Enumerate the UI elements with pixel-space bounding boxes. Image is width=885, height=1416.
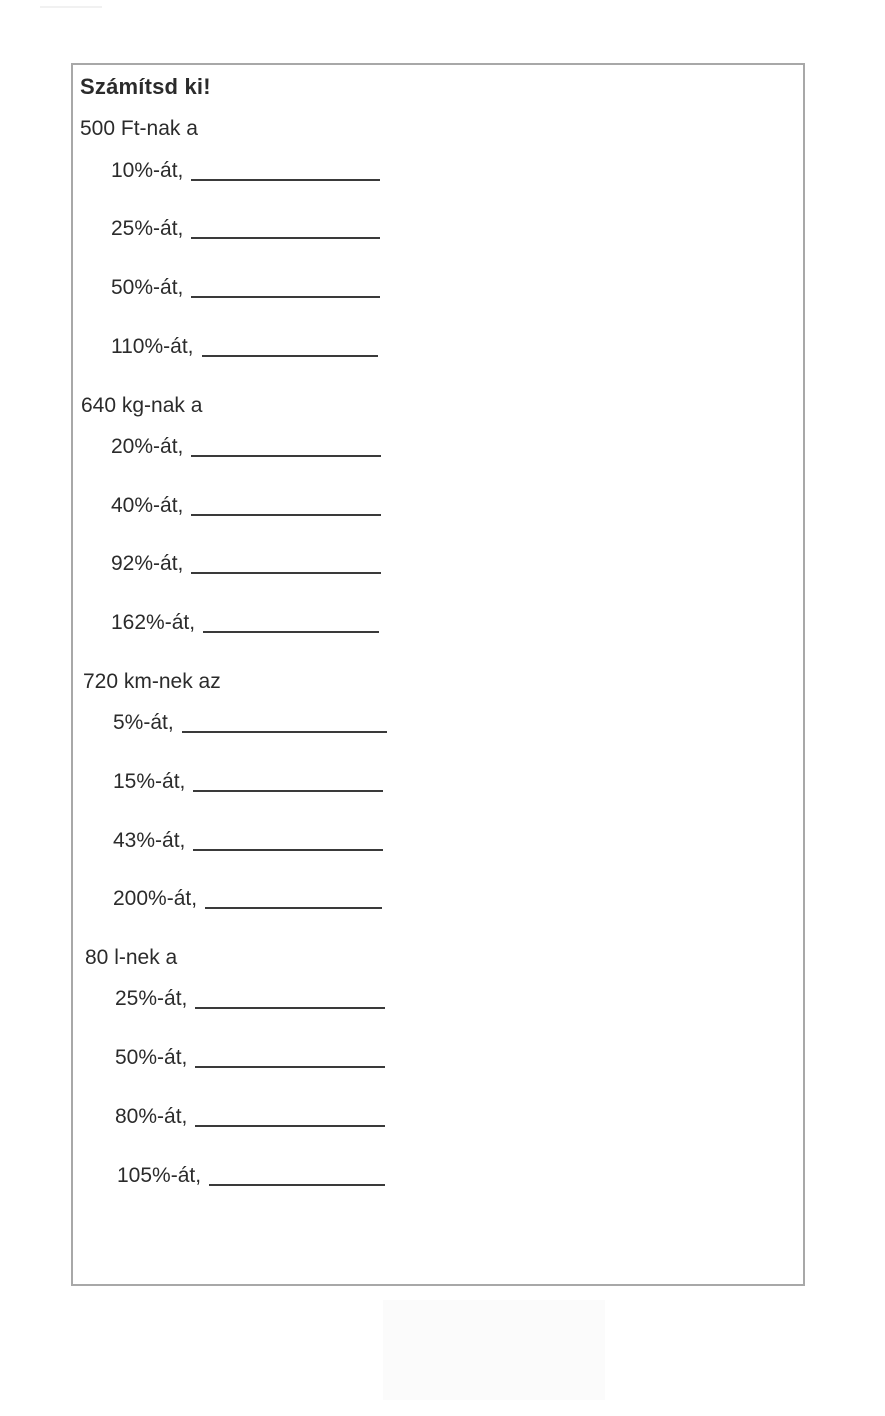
group-label-4: 80 l-nek a <box>85 946 178 969</box>
answer-blank[interactable] <box>182 731 387 733</box>
exercise-percent: 15%-át, <box>113 770 186 793</box>
exercise-item <box>111 217 380 241</box>
exercise-percent: 5%-át, <box>113 711 174 734</box>
answer-blank[interactable] <box>191 179 380 181</box>
answer-blank[interactable] <box>191 572 381 574</box>
exercise-percent: 105%-át, <box>117 1164 202 1187</box>
answer-blank[interactable] <box>193 849 383 851</box>
answer-blank[interactable] <box>205 907 382 909</box>
worksheet-title: Számítsd ki! <box>80 74 211 99</box>
exercise-item <box>115 1046 385 1070</box>
exercise-item <box>113 887 382 911</box>
exercise-percent: 20%-át, <box>111 435 184 458</box>
answer-blank[interactable] <box>193 790 383 792</box>
answer-blank[interactable] <box>191 296 380 298</box>
exercise-item <box>115 987 385 1011</box>
scan-artifact <box>40 6 102 8</box>
group-label-3: 720 km-nek az <box>83 670 221 693</box>
exercise-item <box>115 1105 385 1129</box>
exercise-item <box>113 770 383 794</box>
exercise-item <box>113 829 383 853</box>
exercise-percent: 200%-át, <box>113 887 198 910</box>
scan-artifact <box>383 1300 605 1400</box>
exercise-percent: 25%-át, <box>115 987 188 1010</box>
answer-blank[interactable] <box>203 631 379 633</box>
exercise-percent: 50%-át, <box>111 276 184 299</box>
exercise-item <box>117 1164 385 1188</box>
exercise-percent: 80%-át, <box>115 1105 188 1128</box>
exercise-item <box>111 159 380 183</box>
exercise-item <box>111 494 381 518</box>
exercise-percent: 110%-át, <box>111 335 194 358</box>
exercise-item <box>113 711 387 735</box>
exercise-percent: 92%-át, <box>111 552 184 575</box>
exercise-percent: 162%-át, <box>111 611 196 634</box>
answer-blank[interactable] <box>191 237 380 239</box>
answer-blank[interactable] <box>195 1066 385 1068</box>
exercise-percent: 10%-át, <box>111 159 184 182</box>
answer-blank[interactable] <box>191 514 381 516</box>
answer-blank[interactable] <box>202 355 378 357</box>
exercise-percent: 40%-át, <box>111 494 184 517</box>
exercise-item <box>111 552 381 576</box>
answer-blank[interactable] <box>191 455 381 457</box>
exercise-percent: 50%-át, <box>115 1046 188 1069</box>
group-label-1: 500 Ft-nak a <box>80 117 198 140</box>
exercise-percent: 25%-át, <box>111 217 184 240</box>
answer-blank[interactable] <box>209 1184 385 1186</box>
answer-blank[interactable] <box>195 1007 385 1009</box>
exercise-item <box>111 276 380 300</box>
group-label-2: 640 kg-nak a <box>81 394 203 417</box>
exercise-item <box>111 611 379 635</box>
answer-blank[interactable] <box>195 1125 385 1127</box>
exercise-item <box>111 335 378 359</box>
exercise-item <box>111 435 381 459</box>
exercise-percent: 43%-át, <box>113 829 186 852</box>
